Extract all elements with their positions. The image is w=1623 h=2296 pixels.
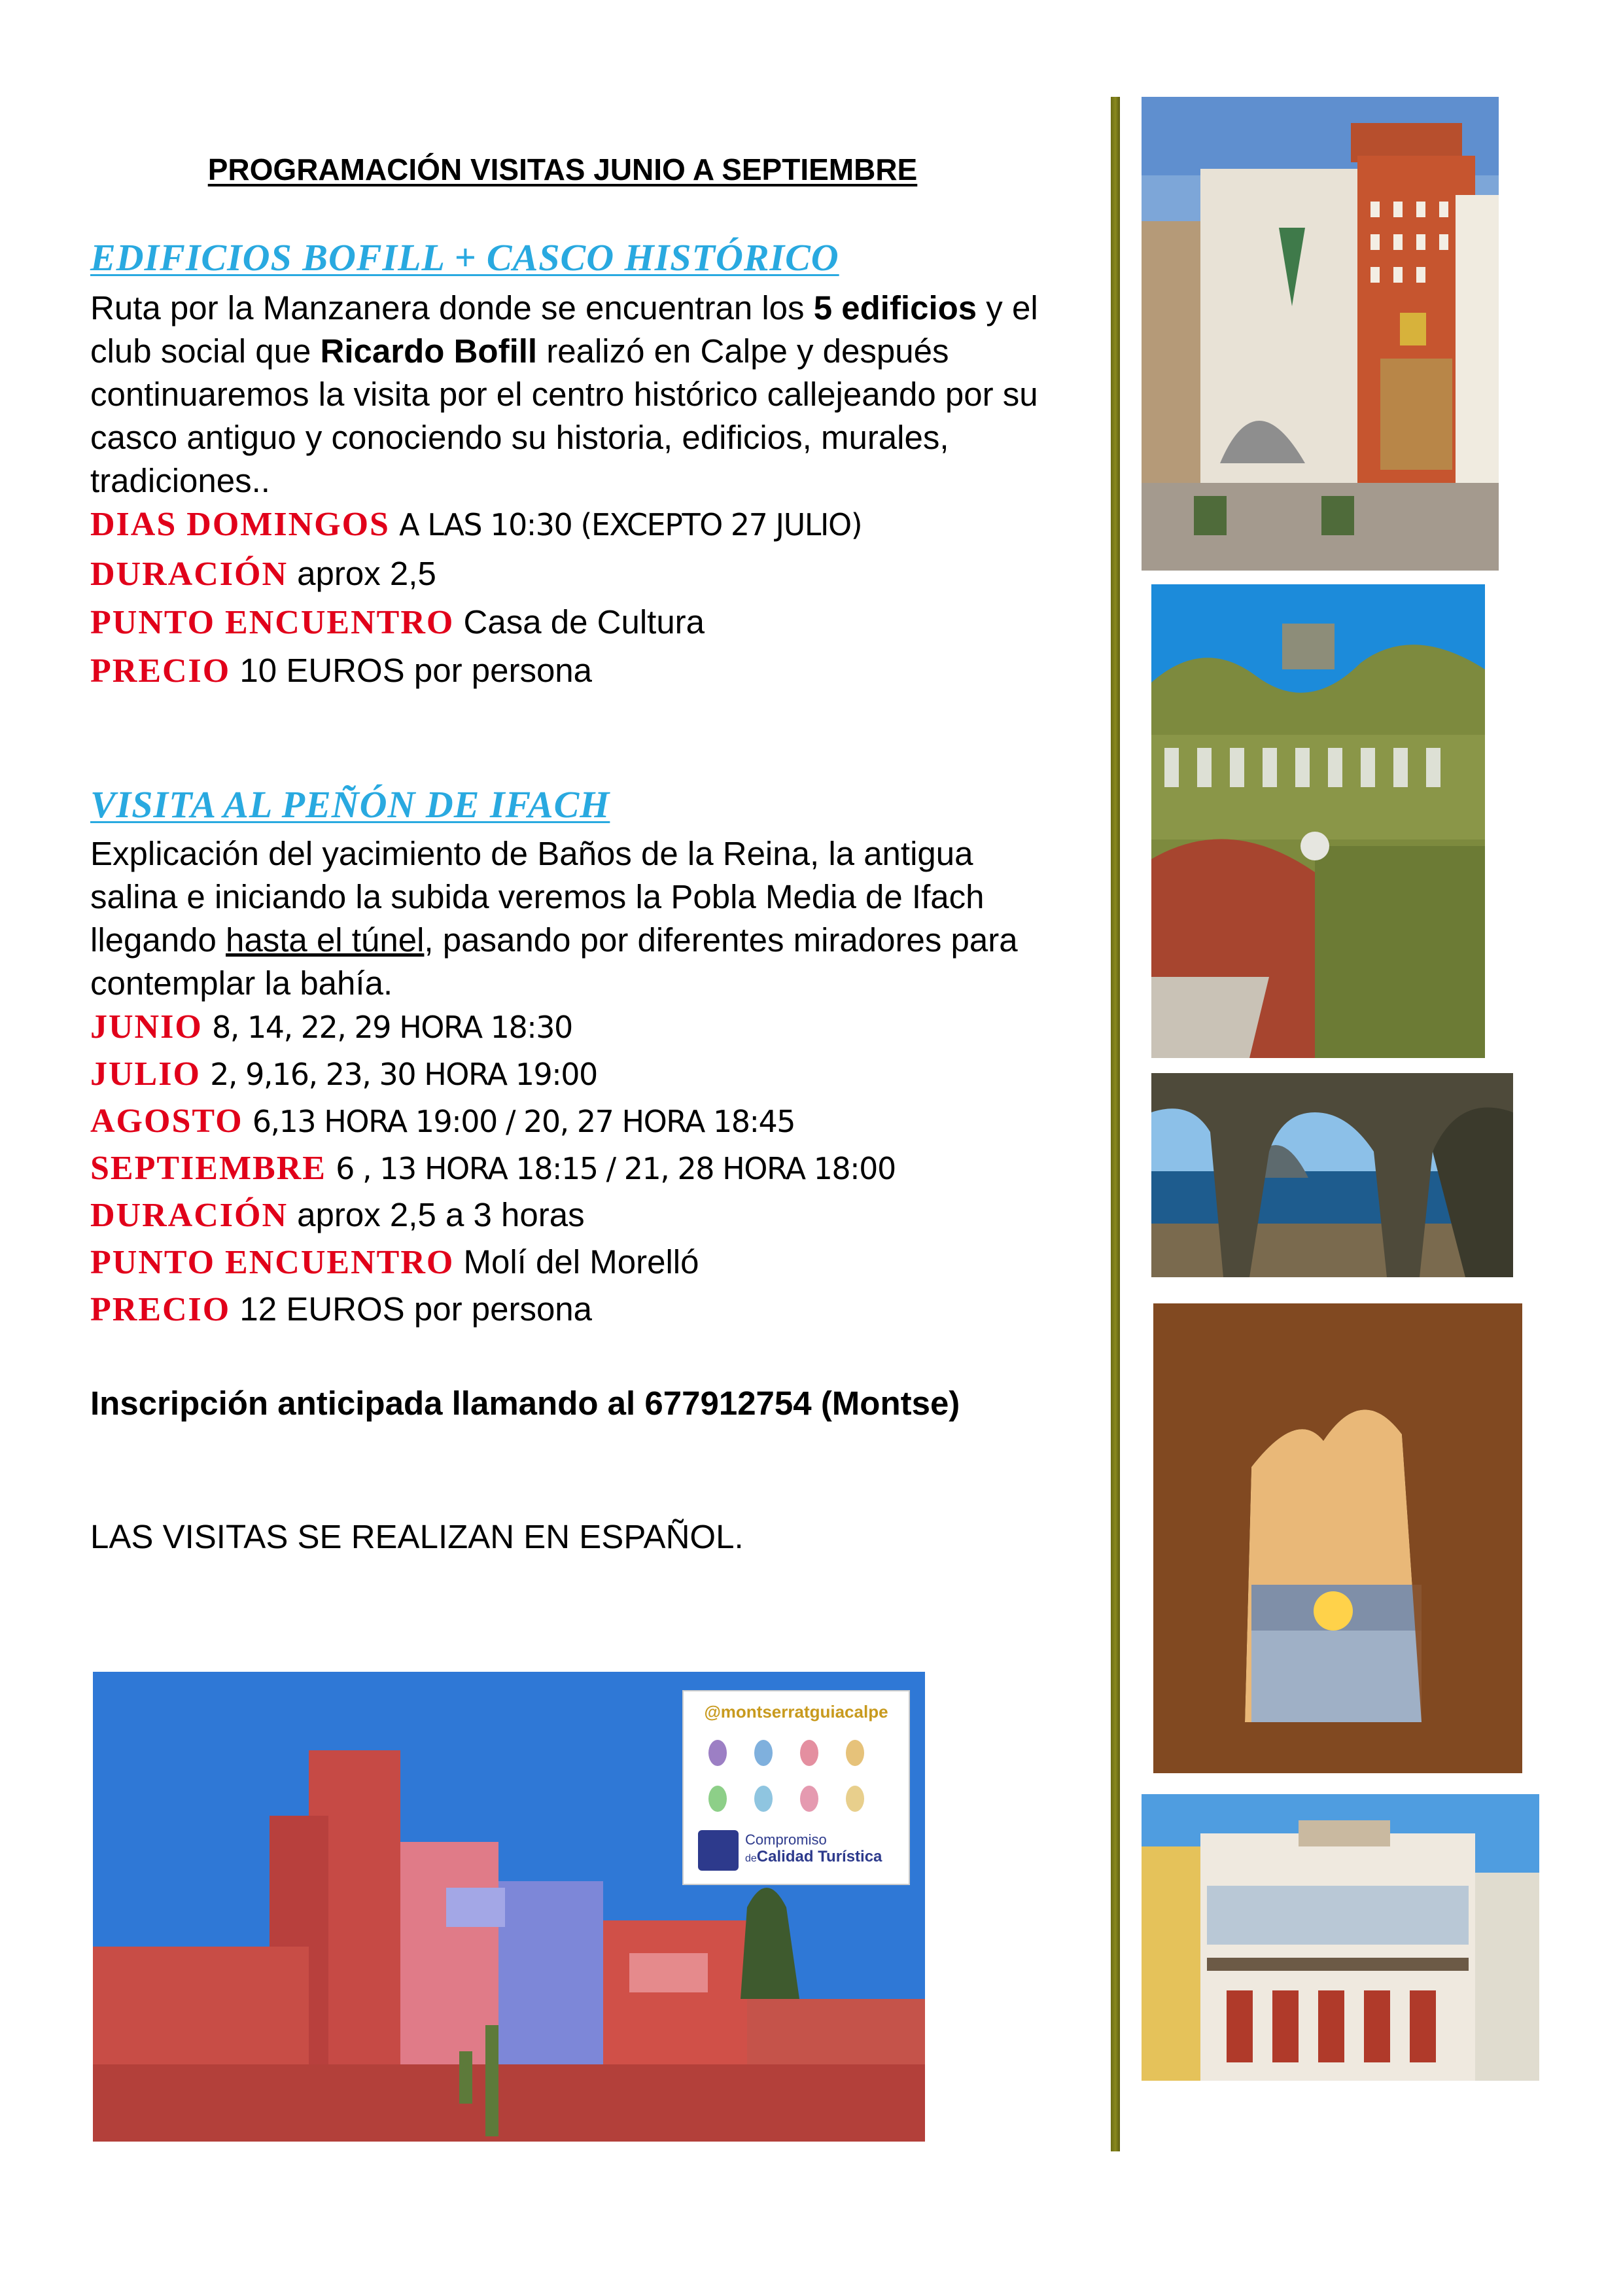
schedule-row-july [90,1052,597,1096]
desc-text: , pasando por diferentes miradores para contemplar la bahía. [90,921,1018,1002]
desc-text: Explicación del yacimiento de Baños de la Reina, la antigua salina e iniciando la subida veremos la Pobla Media de Ifach llegando [90,835,985,959]
schedule-key: AGOSTO [90,1103,243,1140]
schedule-value: 6,13 HORA 19:00 / 20, 27 HORA 18:45 [252,1104,795,1139]
seal-line-2-prefix: de [745,1853,757,1864]
footprints-icon [698,1733,894,1825]
seal-line-1: Compromiso [745,1831,827,1848]
info-row-price [90,649,592,693]
inscription-note: Inscripción anticipada llamando al 677912754 (Montse) [90,1385,960,1422]
quality-seal-icon [698,1830,739,1871]
vertical-divider [1111,97,1120,2151]
instagram-handle: @montserratguiacalpe [704,1702,888,1722]
section-title-ifach: VISITA AL PEÑÓN DE IFACH [90,783,610,826]
info-row-days [90,503,862,546]
info-key: PRECIO [90,1291,231,1328]
info-row-meeting-point-ifach [90,1241,699,1284]
quality-seal-text [745,1831,882,1867]
schedule-key: SEPTIEMBRE [90,1150,326,1187]
desc-text: y el club social que [90,289,1038,370]
desc-text: Ruta por la Manzanera donde se encuentran los [90,289,814,327]
info-value: 12 EUROS por persona [239,1290,593,1328]
seal-line-2: Calidad Turística [756,1848,882,1865]
info-value: Molí del Morelló [463,1243,699,1280]
section-description-ifach [90,832,1052,1005]
info-value: A LAS 10:30 (EXCEPTO 27 JULIO) [399,507,862,542]
photo-sunset-rock-window [1153,1303,1522,1773]
schedule-row-august [90,1099,795,1143]
schedule-value: 8, 14, 22, 29 HORA 18:30 [211,1010,572,1045]
info-key: DURACIÓN [90,556,288,593]
section-title-bofill: EDIFICIOS BOFILL + CASCO HISTÓRICO [90,236,839,279]
info-row-price-ifach [90,1288,592,1332]
desc-underline: hasta el túnel [226,921,425,959]
info-value: aprox 2,5 a 3 horas [297,1196,585,1233]
info-key: PUNTO ENCUENTRO [90,1244,455,1281]
info-key: PRECIO [90,652,231,690]
schedule-row-september [90,1146,896,1190]
info-row-meeting-point [90,601,705,645]
page-title: PROGRAMACIÓN VISITAS JUNIO A SEPTIEMBRE [207,152,918,186]
desc-text: realizó en Calpe y después continuaremos la visita por el centro histórico callejeando por su casco antiguo y conociendo su historia, edificios, murales, tradiciones.. [90,332,1038,499]
info-row-duration [90,552,436,596]
info-key: DIAS DOMINGOS [90,506,390,543]
desc-bold: Ricardo Bofill [320,332,538,370]
photo-old-town-building [1142,97,1499,571]
schedule-key: JUNIO [90,1008,203,1046]
guide-badge [682,1690,910,1885]
info-row-duration-ifach [90,1193,585,1237]
info-key: PUNTO ENCUENTRO [90,604,455,641]
info-value: 10 EUROS por persona [239,652,593,689]
info-key: DURACIÓN [90,1197,288,1234]
language-note: LAS VISITAS SE REALIZAN EN ESPAÑOL. [90,1518,744,1555]
schedule-row-june [90,1005,572,1049]
photo-arches-sea [1151,1073,1513,1277]
photo-mural-building [1142,1794,1539,2081]
section-description-bofill [90,287,1045,503]
schedule-key: JULIO [90,1055,201,1093]
info-value: aprox 2,5 [297,555,436,592]
schedule-value: 2, 9,16, 23, 30 HORA 19:00 [210,1057,597,1092]
info-value: Casa de Cultura [463,603,705,641]
photo-bofill-green-building [1151,584,1485,1058]
desc-bold: 5 edificios [813,289,977,327]
schedule-value: 6 , 13 HORA 18:15 / 21, 28 HORA 18:00 [336,1151,896,1186]
